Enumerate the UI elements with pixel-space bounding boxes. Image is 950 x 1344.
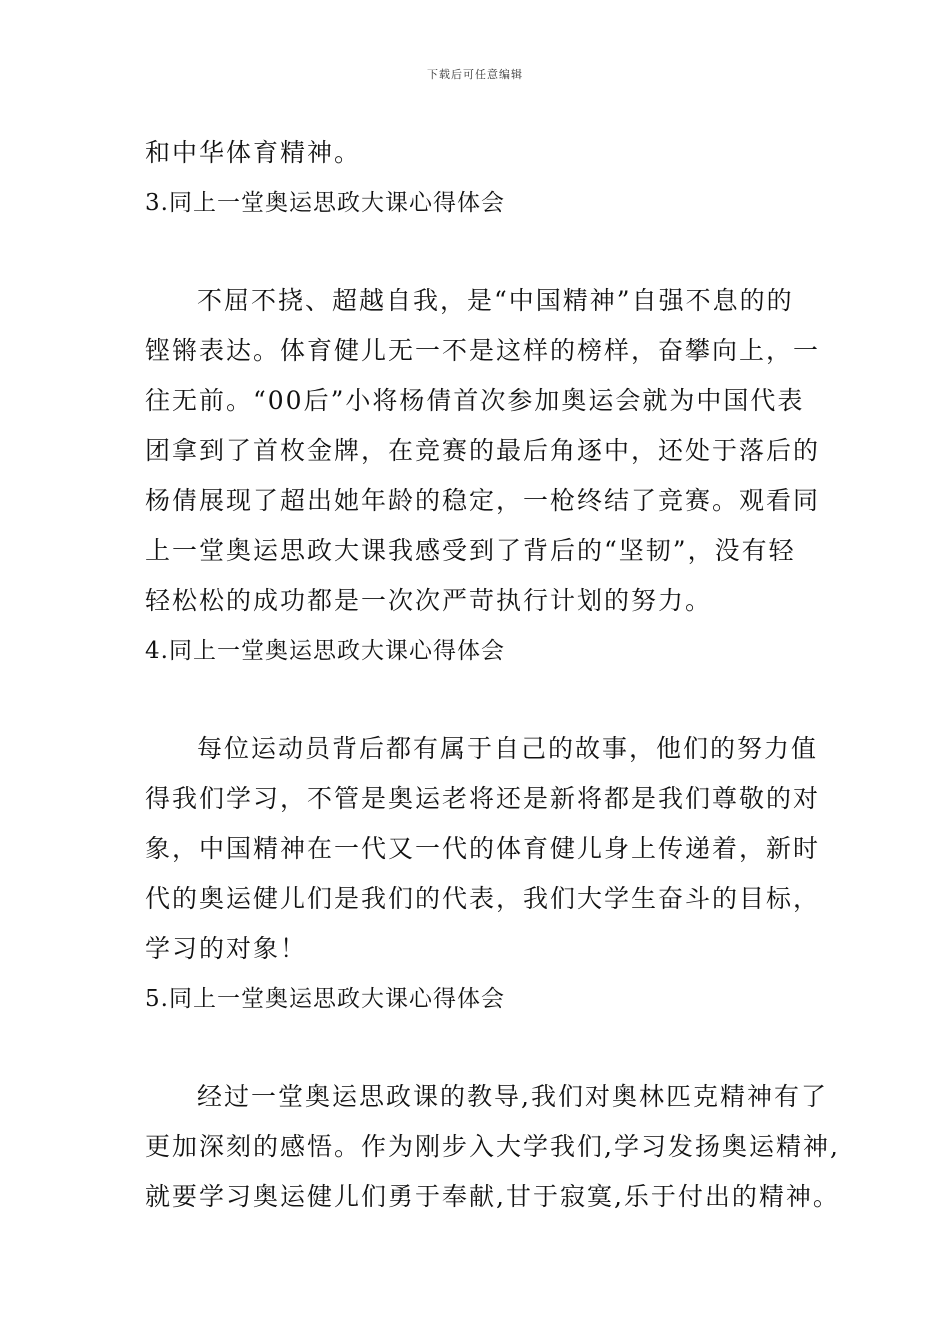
spacer: [145, 1024, 825, 1072]
spacer: [145, 228, 825, 276]
paragraph-line: 上一堂奥运思政大课我感受到了背后的“坚韧”，没有轻: [145, 536, 796, 565]
document-body: [145, 128, 840, 1222]
paragraph-line: 轻松松的成功都是一次次严苛执行计划的努力。: [145, 586, 713, 615]
section-heading-5: 5.同上一堂奥运思政大课心得体会: [145, 986, 505, 1012]
paragraph-line: 得我们学习，不管是奥运老将还是新将都是我们尊敬的对: [145, 784, 821, 813]
spacer: [145, 676, 825, 724]
paragraph-line: 学习的对象！: [145, 934, 308, 963]
paragraph-line: 杨倩展现了超出她年龄的稳定，一枪终结了竞赛。观看同: [145, 486, 821, 515]
section-heading-3: 3.同上一堂奥运思政大课心得体会: [145, 190, 505, 216]
header-note: 下载后可任意编辑: [427, 68, 523, 81]
paragraph-line: 不屈不挠、超越自我，是“中国精神”自强不息的的: [197, 286, 794, 315]
section-4-paragraph: [145, 724, 825, 974]
section-heading-4: 4.同上一堂奥运思政大课心得体会: [145, 638, 505, 664]
paragraph-line: 铿锵表达。体育健儿无一不是这样的榜样，奋攀向上，一: [145, 336, 821, 365]
paragraph-line: 往无前。“00后”小将杨倩首次参加奥运会就为中国代表: [145, 386, 805, 415]
section-5-paragraph: [145, 1072, 840, 1222]
paragraph-line: 每位运动员背后都有属于自己的故事，他们的努力值: [197, 734, 819, 763]
paragraph-line: 象，中国精神在一代又一代的体育健儿身上传递着，新时: [145, 834, 821, 863]
paragraph-line: 就要学习奥运健儿们勇于奉献,甘于寂寞,乐于付出的精神。: [145, 1182, 840, 1211]
paragraph-line: 和中华体育精神。: [145, 138, 362, 167]
paragraph-line: 更加深刻的感悟。作为刚步入大学我们,学习发扬奥运精神,: [145, 1132, 840, 1161]
paragraph-line: 团拿到了首枚金牌，在竞赛的最后角逐中，还处于落后的: [145, 436, 821, 465]
paragraph-line: 代的奥运健儿们是我们的代表，我们大学生奋斗的目标，: [145, 884, 821, 913]
paragraph-line: 经过一堂奥运思政课的教导,我们对奥林匹克精神有了: [197, 1082, 828, 1111]
section-3-paragraph: [145, 276, 825, 626]
